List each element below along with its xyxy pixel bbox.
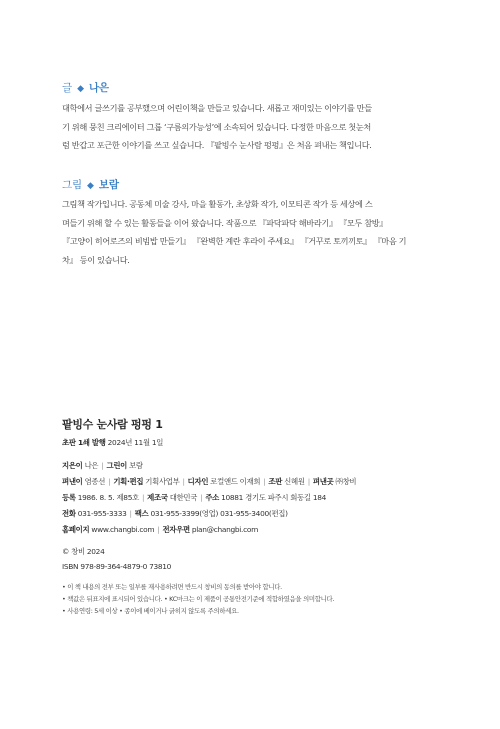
edition-line bbox=[62, 437, 462, 448]
design-label: 디자인 bbox=[187, 477, 209, 486]
book-title: 팥빙수 눈사람 펑펑 1 bbox=[62, 418, 163, 431]
credits-line-1 bbox=[62, 460, 462, 471]
registration-value: 1986. 8. 5. 제85호 bbox=[77, 493, 139, 502]
illustrator-role: 그림 bbox=[62, 179, 82, 191]
author-bio-line: 기 위해 뭉친 크리에이터 그룹 ‘구름의가능성’에 소속되어 있습니다. 다정한 마음으로 첫눈처 bbox=[62, 121, 371, 132]
author-heading bbox=[62, 80, 109, 95]
colophon-block bbox=[62, 416, 462, 432]
author-role: 글 bbox=[62, 82, 72, 94]
illustrator-heading bbox=[62, 177, 119, 192]
illustrator-name: 보람 bbox=[98, 179, 119, 191]
writer-value: 나은 bbox=[84, 461, 99, 470]
author-bio bbox=[62, 99, 440, 155]
divider: | bbox=[182, 477, 185, 486]
drawer-label: 그린이 bbox=[106, 461, 128, 470]
divider: | bbox=[101, 461, 104, 470]
address-value: 10881 경기도 파주시 회동길 184 bbox=[221, 493, 327, 502]
address-label: 주소 bbox=[205, 493, 219, 502]
divider: | bbox=[108, 477, 111, 486]
diamond-icon: ◆ bbox=[77, 84, 84, 94]
divider: | bbox=[129, 509, 132, 518]
note-item: • 책값은 뒤표지에 표시되어 있습니다. • KC마크는 이 제품이 공통안전기준에 적합하였음을 의미합니다. bbox=[62, 595, 335, 603]
homepage-value: www.changbi.com bbox=[91, 525, 155, 534]
phone-value: 031-955-3333 bbox=[77, 509, 127, 518]
phone-label: 전화 bbox=[62, 509, 76, 518]
author-bio-line: 대학에서 글쓰기를 공부했으며 어린이책을 만들고 있습니다. 새롭고 재미있는 이야기를 만들 bbox=[62, 103, 372, 113]
divider: | bbox=[307, 477, 310, 486]
author-name: 나은 bbox=[88, 82, 109, 94]
made-in-label: 제조국 bbox=[147, 493, 168, 502]
note-item: • 사용연령: 5세 이상 • 종이에 베이거나 긁히지 않도록 주의하세요. bbox=[62, 607, 239, 615]
layout-value: 신혜원 bbox=[284, 477, 305, 486]
publisher-person-label: 펴낸이 bbox=[62, 477, 83, 486]
divider: | bbox=[157, 525, 160, 534]
copyright: © 창비 2024 bbox=[62, 547, 105, 556]
publisher-person-value: 염종선 bbox=[84, 477, 106, 486]
author-bio-line: 럼 반갑고 포근한 이야기를 쓰고 싶습니다. 『팥빙수 눈사람 펑펑』은 처음 펴내는 책입니다. bbox=[62, 140, 372, 150]
diamond-icon: ◆ bbox=[87, 181, 94, 191]
publisher-label: 펴낸곳 bbox=[312, 477, 334, 486]
credits-line-4 bbox=[62, 508, 462, 519]
illustrator-bio-line: 그림책 작가입니다. 공동체 미술 강사, 마을 활동가, 초상화 작가, 이모티콘 작가 등 세상에 스 bbox=[62, 199, 373, 209]
email-label: 전자우편 bbox=[162, 525, 190, 534]
illustrator-bio-line: 차』 등이 있습니다. bbox=[62, 254, 130, 265]
fax-label: 팩스 bbox=[134, 509, 149, 518]
credits-line-5 bbox=[62, 524, 462, 535]
divider: | bbox=[200, 493, 203, 502]
illustrator-bio bbox=[62, 195, 440, 269]
layout-label: 조판 bbox=[268, 477, 283, 486]
first-edition-label: 초판 1쇄 발행 bbox=[62, 438, 106, 447]
design-value: 로컬앤드 이재희 bbox=[210, 477, 261, 486]
planning-value: 기획사업부 bbox=[145, 477, 180, 486]
note-item: • 이 책 내용의 전부 또는 일부를 재사용하려면 반드시 창비의 동의를 받아야 합니다. bbox=[62, 583, 282, 591]
illustrator-bio-line: 며들기 위해 할 수 있는 활동들을 이어 왔습니다. 작품으로 『파닥파닥 해바라기』 『모두 참방』 bbox=[62, 217, 388, 228]
credits-line-3 bbox=[62, 492, 462, 503]
illustrator-bio-line: 『고양이 히어로즈의 비빔밥 만들기』 『완벽한 계란 후라이 주세요』 『거꾸로 토끼끼토』 『마음 기 bbox=[62, 236, 407, 246]
email-value: plan@changbi.com bbox=[191, 525, 258, 534]
registration-label: 등록 bbox=[62, 493, 76, 502]
isbn: ISBN 978-89-364-4879-0 73810 bbox=[62, 562, 172, 571]
writer-label: 지은이 bbox=[62, 461, 83, 470]
fax-value: 031-955-3399(영업) 031-955-3400(편집) bbox=[150, 509, 288, 518]
drawer-value: 보람 bbox=[129, 461, 143, 470]
divider: | bbox=[263, 477, 266, 486]
credits-line-2 bbox=[62, 476, 462, 487]
homepage-label: 홈페이지 bbox=[62, 525, 90, 534]
divider: | bbox=[141, 493, 145, 502]
planning-label: 기획·편집 bbox=[113, 477, 144, 486]
publisher-value: ㈜창비 bbox=[335, 477, 357, 486]
first-edition-date: 2024년 11월 1일 bbox=[107, 438, 164, 447]
made-in-value: 대한민국 bbox=[169, 493, 198, 502]
